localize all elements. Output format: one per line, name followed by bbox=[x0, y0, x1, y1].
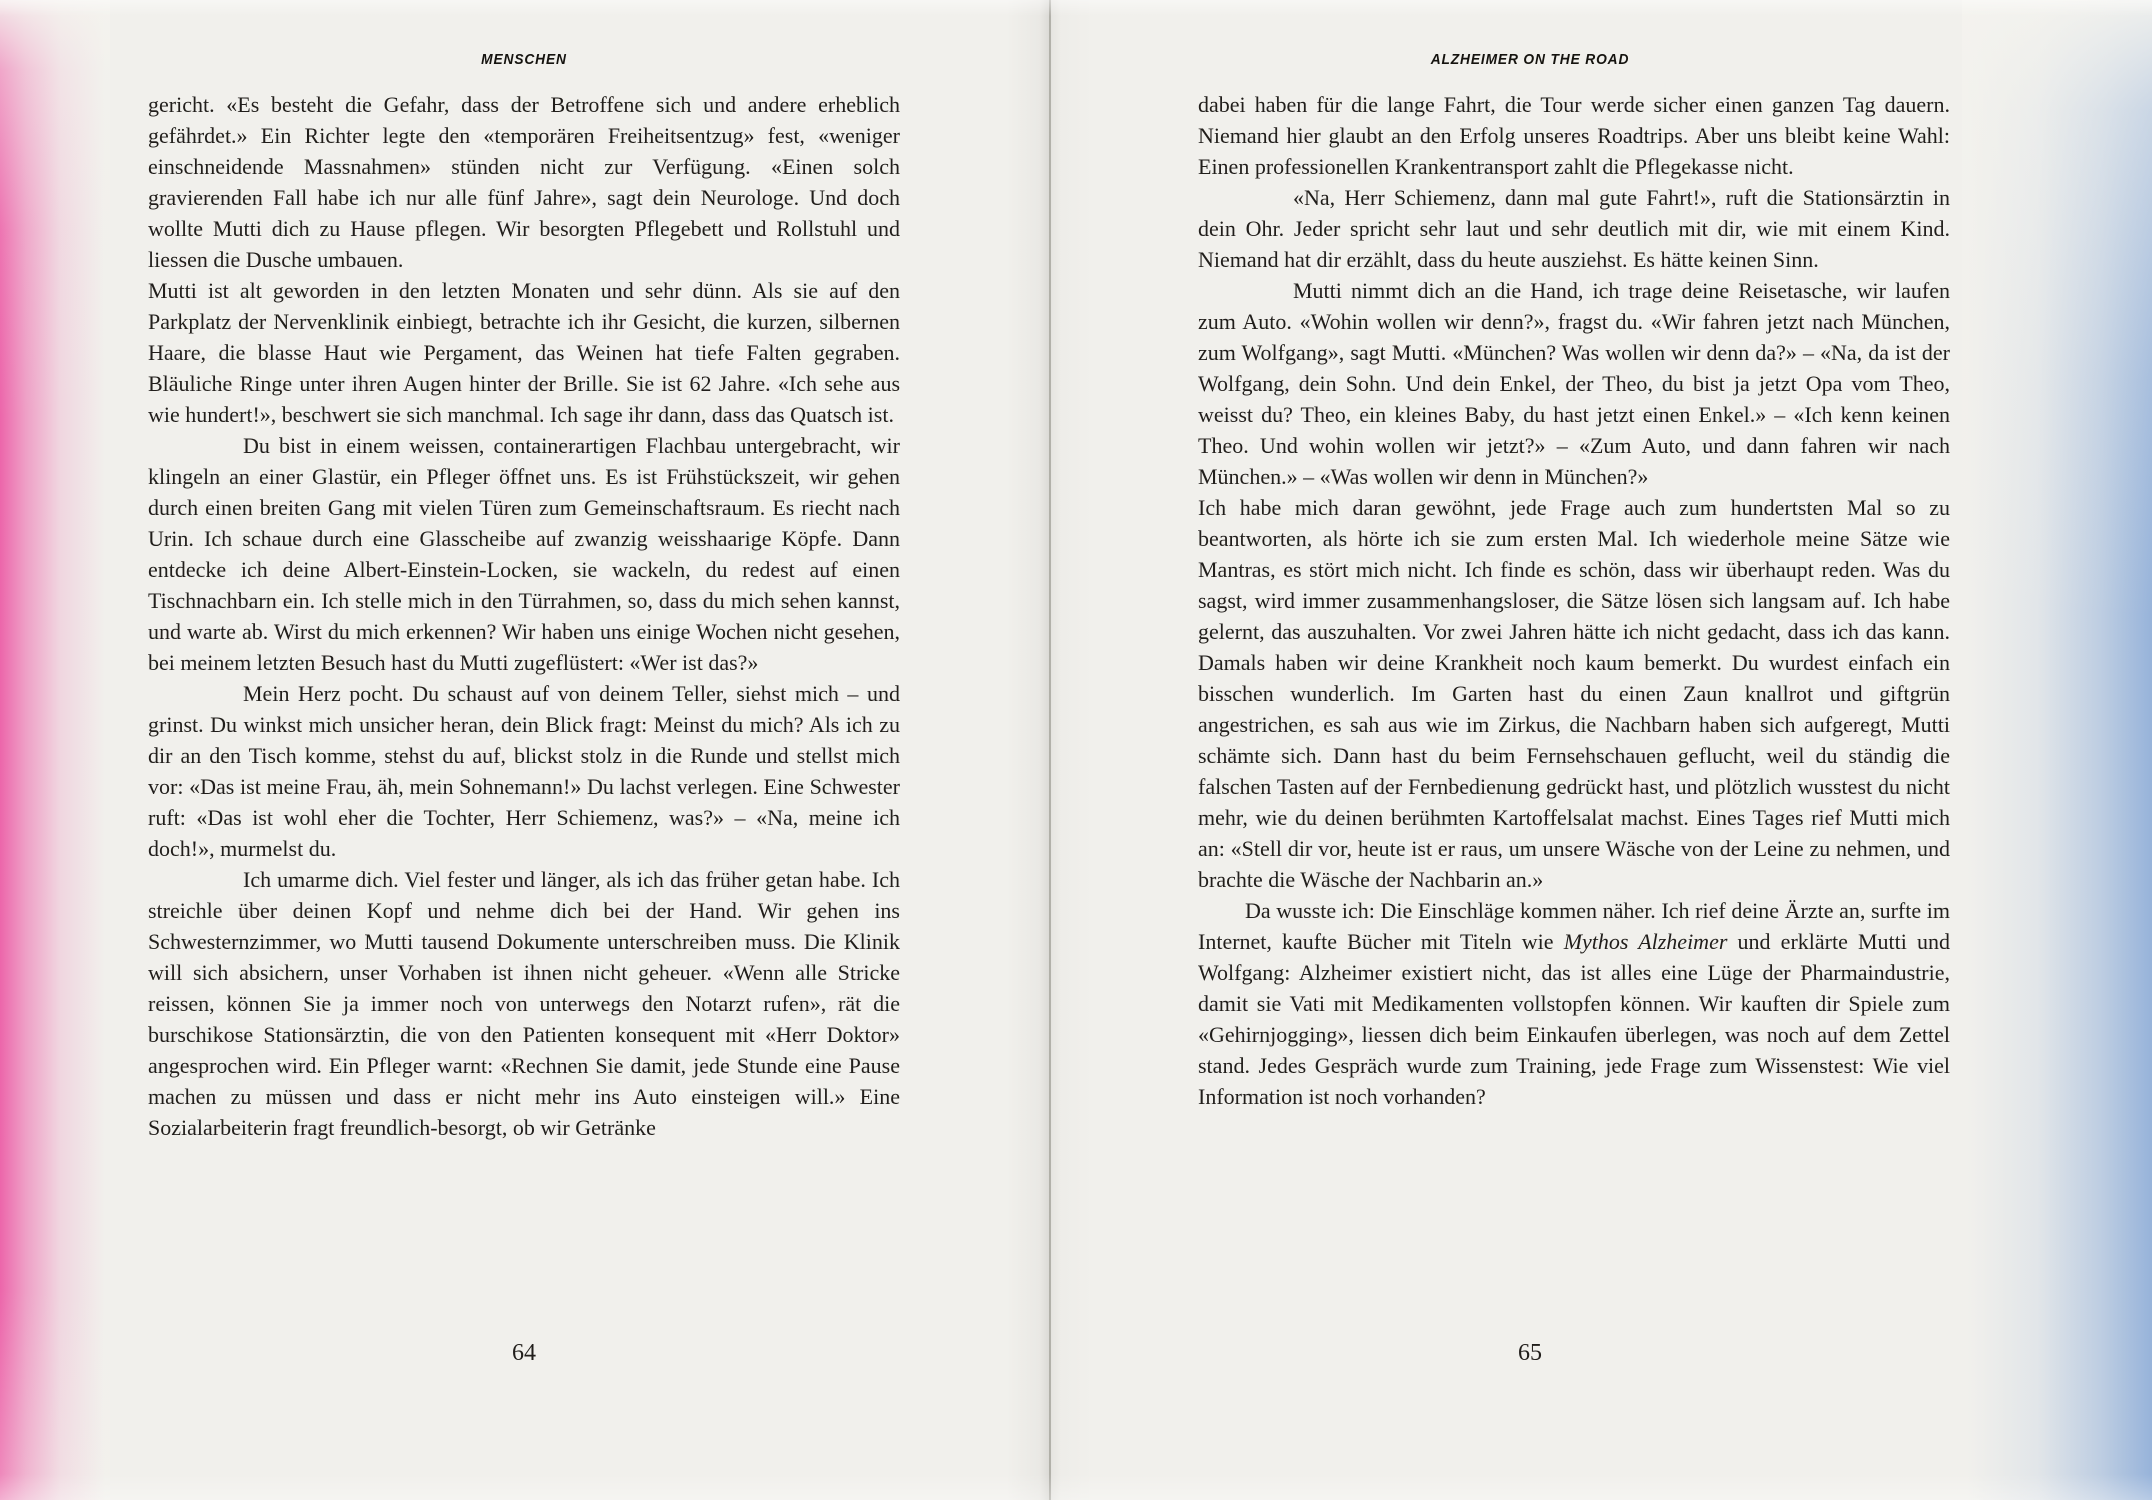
right-page bbox=[1050, 0, 2152, 1500]
paragraph-quote-continuation: gericht. «Es besteht die Gefahr, dass der Betroffene sich und andere erheblich gefährdet.» Ein Richter legte den «temporären Freiheitsentzug» fest, «weniger einschneidende Massnahmen» stünden nicht zur Verfügung. «Einen solch gravierenden Fall habe ich nur alle fünf Jahre», sagt dein Neurologe. Und doch wollte Mutti dich zu Hause pflegen. Wir besorgten Pflegebett und Rollstuhl und liessen die Dusche umbauen. bbox=[148, 92, 900, 272]
paragraph-text: und erklärte Mutti und Wolfgang: Alzheimer existiert nicht, das ist alles eine Lüge der Pharmaindustrie, damit sie Vati mit Medikamenten vollstopfen können. Wir kauften dir Spiele zum «Gehirnjogging», liessen dich beim Einkaufen überlegen, was noch auf dem Zettel stand. Jedes Gespräch wurde zum Training, jede Frage zum Wissenstest: Wie viel Information ist noch vorhanden? bbox=[1198, 929, 1951, 1109]
page-number-left: 64 bbox=[512, 1340, 536, 1366]
paragraph-text: Da wusste ich: Die Einschläge kommen näher. Ich rief deine Ärzte an, surfte im Internet, kaufte Bücher mit Titeln wie bbox=[1198, 898, 1950, 954]
paragraph: Mutti nimmt dich an die Hand, ich trage deine Reisetasche, wir laufen zum Auto. «Wohin wollen wir denn?», fragst du. «Wir fahren jetzt nach München, zum Wolfgang», sagt Mutti. «München? Was wollen wir denn da?» – «Na, da ist der Wolfgang, dein Sohn. Und dein Enkel, der Theo, du bist ja jetzt Opa vom Theo, weisst du? Theo, ein kleines Baby, du hast jetzt einen Enkel.» – «Ich kenn keinen Theo. Und wohin wollen wir jetzt?» – «Zum Auto, und dann fahren wir nach München.» – «Was wollen wir denn in München?» bbox=[1198, 278, 1950, 489]
book-title-italic: Mythos Alzheimer bbox=[1563, 929, 1728, 954]
paragraph-quote-block: Ich habe mich daran gewöhnt, jede Frage auch zum hundertsten Mal so zu beantworten, als hörte ich sie zum ersten Mal. Ich wiederhole meine Sätze wie Mantras, es stört mich nicht. Ich finde es schön, dass wir überhaupt reden. Was du sagst, wird immer zusammenhangsloser, die Sätze lösen sich langsam auf. Ich habe gelernt, das auszuhalten. Vor zwei Jahren hätte ich nicht gedacht, dass ich das kann. Damals haben wir deine Krankheit noch kaum bemerkt. Du wurdest einfach ein bisschen wunderlich. Im Garten hast du einen Zaun knallrot und giftgrün angestrichen, es sah aus wie im Zirkus, die Nachbarn haben sich aufgeregt, Mutti schämte sich. Dann hast du beim Fernsehschauen geflucht, weil du ständig die falschen Tasten auf der Fernbedienung gedrückt hast, und plötzlich wusstest du nicht mehr, wie du deinen berühmten Kartoffelsalat machst. Eines Tages rief Mutti mich an: «Stell dir vor, heute ist er raus, um unsere Wäsche von der Leine zu nehmen, und brachte die Wäsche der Nachbarin an.» bbox=[1198, 495, 1950, 892]
paragraph: Du bist in einem weissen, containerartigen Flachbau untergebracht, wir klingeln an einer Glastür, ein Pfleger öffnet uns. Es ist Frühstückszeit, wir gehen durch einen breiten Gang mit vielen Türen zum Gemeinschaftsraum. Es riecht nach Urin. Ich schaue durch eine Glasscheibe auf zwanzig weisshaarige Köpfe. Dann entdecke ich deine Albert-Einstein-Locken, sie wackeln, du redest auf einen Tischnachbarn ein. Ich stelle mich in den Türrahmen, so, dass du mich sehen kannst, und warte ab. Wirst du mich erkennen? Wir haben uns einige Wochen nicht gesehen, bei meinem letzten Besuch hast du Mutti zugeflüstert: «Wer ist das?» bbox=[148, 433, 900, 675]
left-page bbox=[0, 0, 1050, 1500]
right-page-text-column bbox=[1198, 89, 1950, 1112]
running-header-left: MENSCHEN bbox=[481, 52, 567, 68]
paragraph: Ich umarme dich. Viel fester und länger, als ich das früher getan habe. Ich streichle über deinen Kopf und nehme dich bei der Hand. Wir gehen ins Schwesternzimmer, wo Mutti tausend Dokumente unterschreiben muss. Die Klinik will sich absichern, unser Vorhaben ist ihnen nicht geheuer. «Wenn alle Stricke reissen, können Sie ja immer noch von unterwegs den Notarzt rufen», rät die burschikose Stationsärztin, die von den Patienten konsequent mit «Herr Doktor» angesprochen wird. Ein Pfleger warnt: «Rechnen Sie damit, jede Stunde eine Pause machen zu müssen und dass er nicht mehr ins Auto einsteigen will.» Eine Sozialarbeiterin fragt freundlich-besorgt, ob wir Getränke bbox=[148, 867, 900, 1140]
paragraph: «Na, Herr Schiemenz, dann mal gute Fahrt!», ruft die Stationsärztin in dein Ohr. Jeder spricht sehr laut und sehr deutlich mit dir, wie mit einem Kind. Niemand hat dir erzählt, dass du heute ausziehst. Es hätte keinen Sinn. bbox=[1198, 185, 1950, 272]
paragraph: Mutti ist alt geworden in den letzten Monaten und sehr dünn. Als sie auf den Parkplatz der Nervenklinik einbiegt, betrachte ich ihr Gesicht, die kurzen, silbernen Haare, die blasse Haut wie Pergament, das Weinen hat tiefe Falten gegraben. Bläuliche Ringe unter ihren Augen hinter der Brille. Sie ist 62 Jahre. «Ich sehe aus wie hundert!», beschwert sie sich manchmal. Ich sage ihr dann, dass das Quatsch ist. bbox=[148, 278, 900, 427]
page-number-right: 65 bbox=[1518, 1340, 1542, 1366]
paragraph-continuation: dabei haben für die lange Fahrt, die Tour werde sicher einen ganzen Tag dauern. Niemand hier glaubt an den Erfolg unseres Roadtrips. Aber uns bleibt keine Wahl: Einen professionellen Krankentransport zahlt die Pflegekasse nicht. bbox=[1198, 92, 1950, 179]
left-page-text-column bbox=[148, 89, 900, 1143]
running-header-right: ALZHEIMER ON THE ROAD bbox=[1430, 52, 1630, 68]
paragraph: Mein Herz pocht. Du schaust auf von deinem Teller, siehst mich – und grinst. Du winkst mich unsicher heran, dein Blick fragt: Meinst du mich? Als ich zu dir an den Tisch komme, stehst du auf, blickst stolz in die Runde und stellst mich vor: «Das ist meine Frau, äh, mein Sohnemann!» Du lachst verlegen. Eine Schwester ruft: «Das ist wohl eher die Tochter, Herr Schiemenz, was?» – «Na, meine ich doch!», murmelst du. bbox=[148, 681, 900, 861]
paragraph-quote-block bbox=[1198, 895, 1950, 1112]
